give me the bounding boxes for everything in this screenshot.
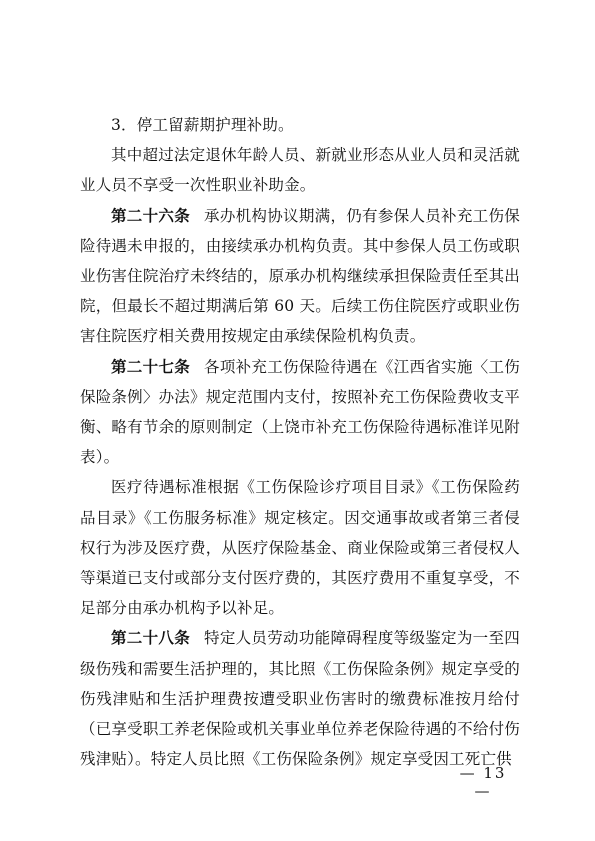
article-27 [80, 352, 520, 473]
paragraph-medical-standard [80, 472, 520, 623]
paragraph-text: 3．停工留薪期护理补助。 [111, 116, 294, 134]
paragraph-text: 医疗待遇标准根据《工伤保险诊疗项目目录》《工伤保险药品目录》《工伤服务标准》规定核定。因交通事故或者第三者侵权行为涉及医疗费，从医疗保险基金、商业保险或第三者侵权人等渠道已支付或部分支付医疗费的，其医疗费用不重复享受，不足部分由承办机构予以补足。 [80, 478, 520, 618]
article-text: 承办机构协议期满，仍有参保人员补充工伤保险待遇未申报的，由接续承办机构负责。其中参保人员工伤或职业伤害住院治疗未终结的，原承办机构继续承担保险责任至其出院，但最长不超过期满后第 60 天。后续工伤住院医疗或职业伤害住院医疗相关费用按规定由承续保险机构负责。 [80, 206, 520, 346]
article-title: 第二十七条 [111, 356, 191, 376]
article-title: 第二十八条 [111, 628, 191, 648]
paragraph-exclusion [80, 140, 520, 200]
body-text [80, 110, 520, 774]
article-title: 第二十六条 [111, 205, 191, 225]
article-26 [80, 201, 520, 352]
paragraph-text: 其中超过法定退休年龄人员、新就业形态从业人员和灵活就业人员不享受一次性职业补助金。 [80, 146, 520, 195]
paragraph-item-3 [80, 110, 520, 140]
article-28 [80, 623, 520, 774]
article-text: 特定人员劳动功能障碍程度等级鉴定为一至四级伤残和需要生活护理的，其比照《工伤保险条例》规定享受的伤残津贴和生活护理费按遭受职业伤害时的缴费标准按月给付（已享受职工养老保险或机关事业单位养老保险待遇的不给付伤残津贴）。特定人员比照《工伤保险条例》规定享受因工死亡供 [80, 629, 520, 769]
article-text: 各项补充工伤保险待遇在《江西省实施〈工伤保险条例〉办法》规定范围内支付，按照补充工伤保险费收支平衡、略有节余的原则制定（上饶市补充工伤保险待遇标准详见附表）。 [80, 357, 520, 467]
page-number: — 13 — [459, 764, 507, 800]
